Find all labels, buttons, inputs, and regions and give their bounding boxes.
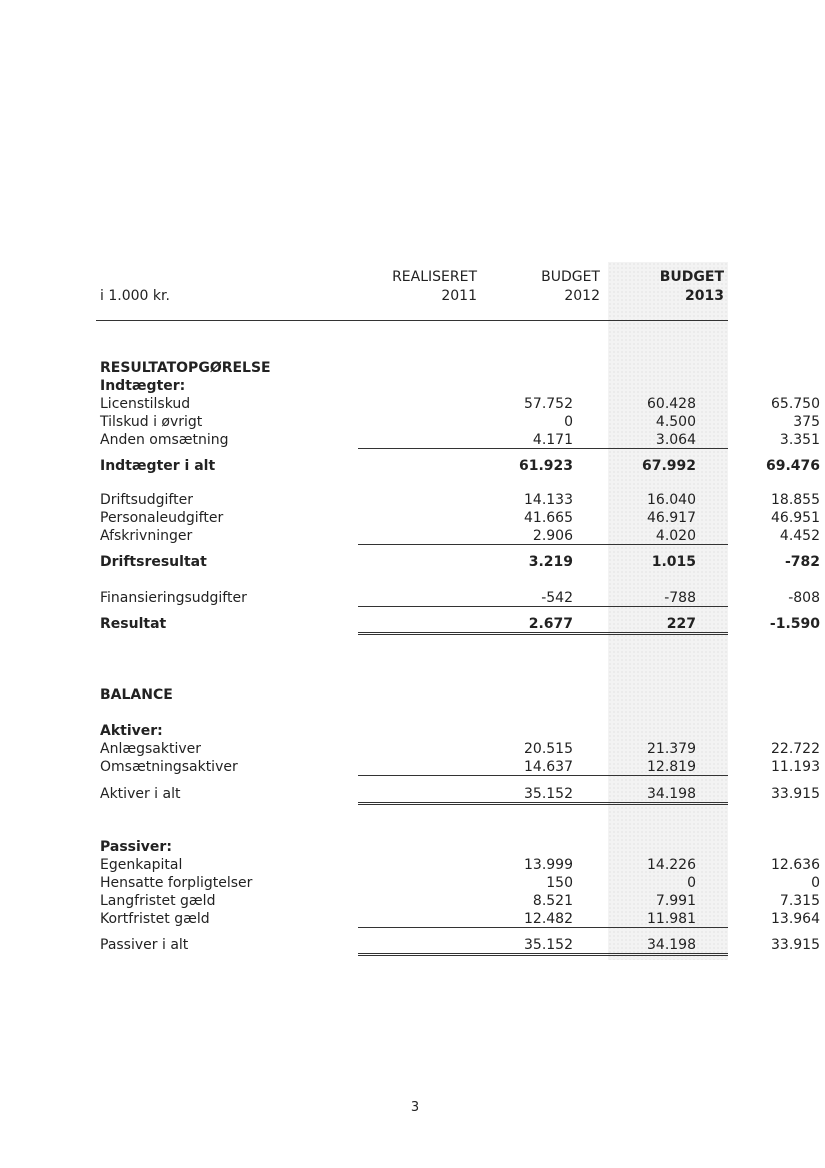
total-double-rule (358, 802, 728, 805)
value-2011: 61.923 (518, 458, 573, 474)
total-row-passiver (96, 936, 820, 954)
value-2013: 7.315 (779, 893, 820, 909)
value-2013: -808 (788, 590, 820, 606)
value-2013: 4.452 (779, 528, 820, 544)
row-label: Driftsudgifter (100, 492, 193, 508)
table-row (96, 527, 820, 545)
table-row (96, 856, 820, 874)
total-row-aktiver (96, 785, 820, 803)
table-row (96, 740, 820, 758)
total-row-resultat (96, 615, 820, 633)
value-2013: 22.722 (771, 741, 820, 757)
row-label: Kortfristet gæld (100, 911, 210, 927)
subtotal-rule (358, 544, 728, 545)
col-header-budget-2013: BUDGET (659, 269, 724, 285)
unit-label: i 1.000 kr. (100, 288, 170, 304)
assets-heading: Aktiver: (100, 723, 163, 739)
row-label: Langfristet gæld (100, 893, 216, 909)
value-2011: 57.752 (524, 396, 573, 412)
value-2011: 14.637 (524, 759, 573, 775)
table-row (96, 892, 820, 910)
value-2013: 12.636 (771, 857, 820, 873)
table-row (96, 758, 820, 776)
row-label: Indtægter i alt (100, 458, 216, 474)
value-2011: 12.482 (524, 911, 573, 927)
value-2011: 2.906 (532, 528, 573, 544)
value-2013: 3.351 (779, 432, 820, 448)
value-2012: 12.819 (647, 759, 696, 775)
value-2012: 34.198 (647, 937, 696, 953)
value-2013: 0 (811, 875, 820, 891)
value-2012: 16.040 (647, 492, 696, 508)
value-2012: 34.198 (647, 786, 696, 802)
row-label: Omsætningsaktiver (100, 759, 238, 775)
subtotal-rule (358, 775, 728, 776)
table-row (96, 589, 820, 607)
value-2013: 69.476 (765, 458, 820, 474)
section-title-balance: BALANCE (100, 687, 173, 703)
row-label: Personaleudgifter (100, 510, 224, 526)
total-row-driftsresultat (96, 553, 820, 571)
value-2012: 46.917 (647, 510, 696, 526)
value-2012: 7.991 (655, 893, 696, 909)
value-2011: 3.219 (528, 554, 573, 570)
table-row (96, 509, 820, 527)
value-2011: -542 (541, 590, 573, 606)
col-header-2012: 2012 (564, 288, 600, 304)
table-row (96, 491, 820, 509)
subtotal-rule (358, 606, 728, 607)
col-header-realiseret: REALISERET (392, 269, 477, 285)
value-2012: 67.992 (641, 458, 696, 474)
value-2011: 35.152 (524, 786, 573, 802)
row-label: Finansieringsudgifter (100, 590, 247, 606)
total-double-rule (358, 953, 728, 956)
total-double-rule (358, 632, 728, 635)
page-number: 3 (410, 1100, 420, 1115)
value-2013: -1.590 (769, 616, 820, 632)
row-label: Driftsresultat (100, 554, 207, 570)
value-2012: 21.379 (647, 741, 696, 757)
subtotal-rule (358, 448, 728, 449)
value-2013: 46.951 (771, 510, 820, 526)
income-heading: Indtægter: (100, 378, 186, 394)
row-label: Licenstilskud (100, 396, 191, 412)
table-row (96, 910, 820, 928)
row-label: Anlægsaktiver (100, 741, 201, 757)
value-2013: 33.915 (771, 786, 820, 802)
value-2012: 4.500 (655, 414, 696, 430)
value-2013: 13.964 (771, 911, 820, 927)
value-2011: 0 (564, 414, 573, 430)
liabilities-heading: Passiver: (100, 839, 172, 855)
row-label: Tilskud i øvrigt (100, 414, 203, 430)
value-2011: 20.515 (524, 741, 573, 757)
value-2013: -782 (784, 554, 820, 570)
value-2012: 1.015 (651, 554, 696, 570)
value-2011: 4.171 (532, 432, 573, 448)
value-2013: 375 (793, 414, 820, 430)
value-2013: 18.855 (771, 492, 820, 508)
subtotal-rule (358, 927, 728, 928)
value-2012: -788 (664, 590, 696, 606)
value-2013: 33.915 (771, 937, 820, 953)
value-2013: 11.193 (771, 759, 820, 775)
row-label: Anden omsætning (100, 432, 229, 448)
section-title-resultat: RESULTATOPGØRELSE (100, 360, 271, 376)
value-2011: 41.665 (524, 510, 573, 526)
row-label: Passiver i alt (100, 937, 189, 953)
value-2012: 14.226 (647, 857, 696, 873)
value-2013: 65.750 (771, 396, 820, 412)
total-row-income (96, 457, 820, 475)
row-label: Egenkapital (100, 857, 183, 873)
value-2011: 13.999 (524, 857, 573, 873)
col-header-2011: 2011 (441, 288, 477, 304)
value-2011: 2.677 (528, 616, 573, 632)
value-2012: 3.064 (655, 432, 696, 448)
value-2012: 60.428 (647, 396, 696, 412)
row-label: Resultat (100, 616, 167, 632)
table-row (96, 431, 820, 449)
table-row (96, 874, 820, 892)
header-rule (96, 320, 728, 321)
value-2012: 227 (666, 616, 696, 632)
row-label: Afskrivninger (100, 528, 193, 544)
row-label: Hensatte forpligtelser (100, 875, 253, 891)
value-2011: 14.133 (524, 492, 573, 508)
value-2011: 35.152 (524, 937, 573, 953)
value-2012: 4.020 (655, 528, 696, 544)
col-header-2013: 2013 (685, 288, 724, 304)
value-2011: 8.521 (532, 893, 573, 909)
row-label: Aktiver i alt (100, 786, 181, 802)
col-header-budget-2012: BUDGET (541, 269, 600, 285)
table-row (96, 395, 820, 413)
value-2011: 150 (546, 875, 573, 891)
value-2012: 11.981 (647, 911, 696, 927)
table-row (96, 413, 820, 431)
value-2012: 0 (687, 875, 696, 891)
